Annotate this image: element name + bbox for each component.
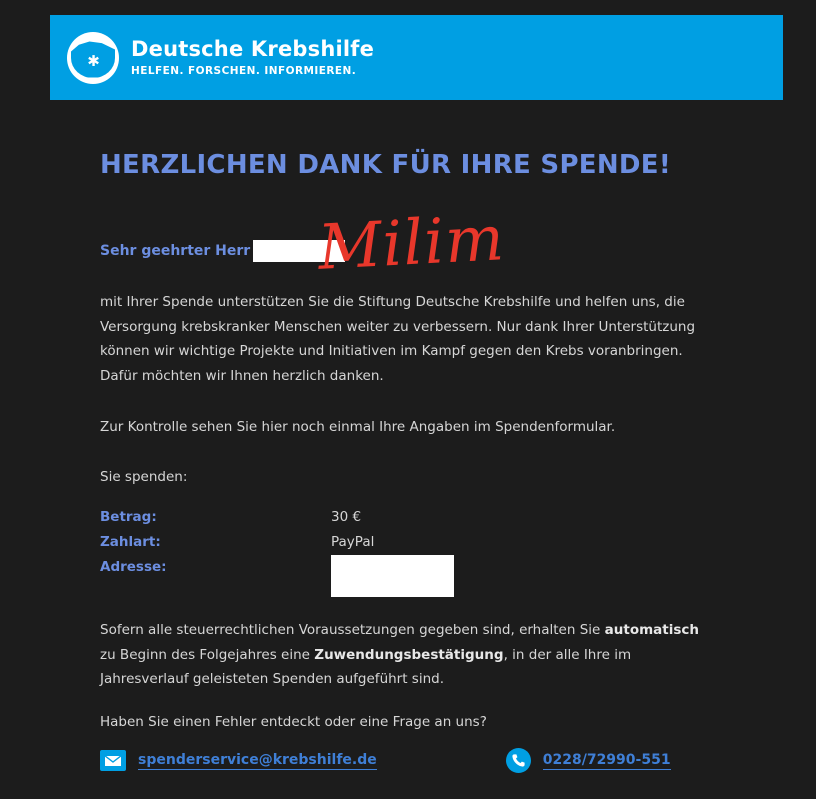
detail-label-amount: Betrag: (100, 509, 157, 525)
tax-bold-zuwendungsbestaetigung: Zuwendungsbestätigung (314, 646, 504, 663)
page-title: HERZLICHEN DANK FÜR IHRE SPENDE! (100, 150, 672, 180)
email-link[interactable]: spenderservice@krebshilfe.de (138, 751, 377, 768)
brand-text (131, 38, 374, 77)
tax-part-2: zu Beginn des Folgejahres eine (100, 646, 315, 663)
contact-email[interactable] (100, 750, 377, 771)
brand-subtitle: HELFEN. FORSCHEN. INFORMIEREN. (131, 65, 357, 78)
detail-row-amount (100, 505, 520, 530)
tax-part-3: , in der alle Ihre im Jahresverlauf geleisteten Spenden aufgeführt sind. (100, 646, 632, 687)
detail-value-payment: PayPal (331, 534, 375, 550)
contact-phone[interactable] (506, 748, 671, 773)
phone-link[interactable]: 0228/72990-551 (542, 751, 671, 768)
intro-paragraph: mit Ihrer Spende unterstützen Sie die Stiftung Deutsche Krebshilfe und helfen uns, die Versorgung krebskranker Menschen weiter zu verbessern. Nur dank Ihrer Unterstützung können wir wichtige Projekte und Initiativen im Kampf gegen den Krebs voranbringen. Dafür möchten wir Ihnen herzlich danken. (100, 294, 696, 384)
donation-details (100, 505, 520, 597)
detail-row-payment (100, 530, 520, 555)
error-question-paragraph: Haben Sie einen Fehler entdeckt oder eine Frage an uns? (100, 714, 487, 730)
donation-intro: Sie spenden: (100, 469, 188, 485)
letter-sheet (50, 15, 783, 785)
phone-icon (506, 748, 531, 773)
check-paragraph: Zur Kontrolle sehen Sie hier noch einmal Ihre Angaben im Spendenformular. (100, 419, 616, 435)
detail-label-address: Adresse: (100, 559, 167, 575)
salutation-text: Sehr geehrter Herr (100, 243, 251, 259)
tax-part-1: Sofern alle steuerrechtlichen Voraussetzungen gegeben sind, erhalten Sie (100, 622, 605, 638)
redaction-block-address (331, 555, 454, 597)
detail-row-address (100, 555, 520, 597)
brand-header (50, 15, 783, 100)
wave-star-logo-icon: ✱ (67, 32, 119, 84)
tax-bold-automatisch: automatisch (604, 622, 699, 638)
detail-value-amount: 30 € (331, 509, 362, 525)
tax-paragraph (100, 618, 712, 692)
brand-title: Deutsche Krebshilfe (131, 36, 375, 61)
envelope-icon (100, 750, 126, 771)
detail-label-payment: Zahlart: (100, 534, 161, 550)
salutation-row (100, 240, 345, 262)
handwritten-annotation: Milim (316, 201, 507, 284)
contact-row (100, 748, 712, 773)
